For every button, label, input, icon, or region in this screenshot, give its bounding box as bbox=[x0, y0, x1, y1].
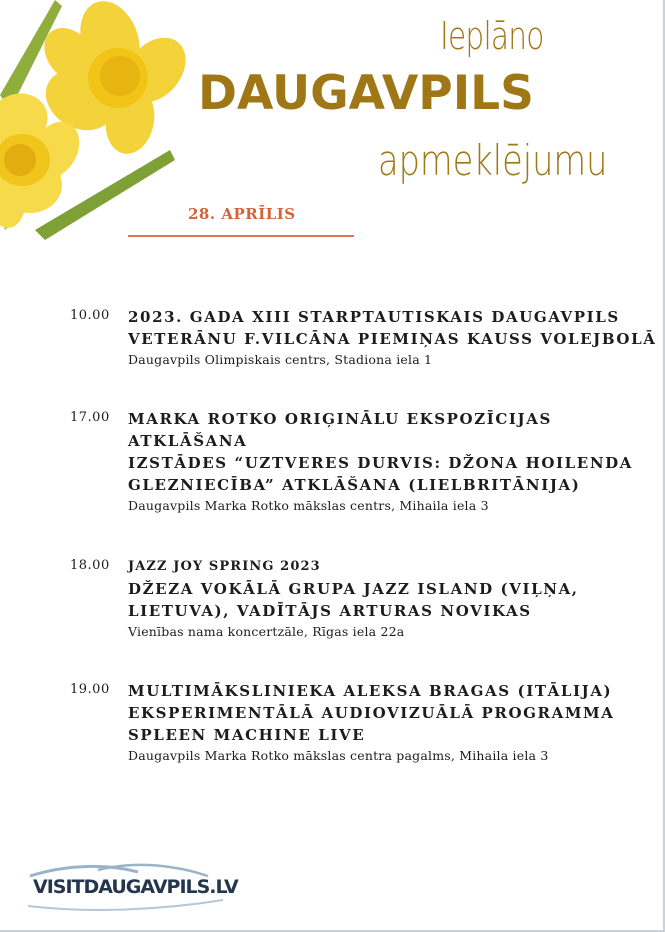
event-time: 18.00 bbox=[70, 558, 110, 573]
event-title-line: GLEZNIECĪBA” ATKLĀŠANA (LIELBRITĀNIJA) bbox=[128, 476, 581, 494]
header-line-1: Ieplāno bbox=[440, 14, 544, 58]
event-venue: Vienības nama koncertzāle, Rīgas iela 22a bbox=[128, 624, 405, 639]
event-venue: Daugavpils Marka Rotko mākslas centrs, Mihaila iela 3 bbox=[128, 498, 489, 513]
header-city-title: DAUGAVPILS bbox=[198, 66, 534, 121]
event-body bbox=[128, 556, 648, 642]
event-date: 28. APRĪLIS bbox=[188, 205, 296, 223]
event-title-line: MARKA ROTKO ORIĢINĀLU EKSPOZĪCIJAS bbox=[128, 410, 552, 428]
event-title-line: EKSPERIMENTĀLĀ AUDIOVIZUĀLĀ PROGRAMMA bbox=[128, 704, 615, 722]
event-title-line: DŽEZA VOKĀLĀ GRUPA JAZZ ISLAND (VIĻŅA, bbox=[128, 580, 579, 598]
event-title-line: MULTIMĀKSLINIEKA ALEKSA BRAGAS (ITĀLIJA) bbox=[128, 682, 613, 700]
event-title-line: IZSTĀDES “UZTVERES DURVIS: DŽONA HOILENDA bbox=[128, 454, 633, 472]
date-underline bbox=[128, 235, 354, 237]
event-venue: Daugavpils Marka Rotko mākslas centra pagalms, Mihaila iela 3 bbox=[128, 748, 549, 763]
event-body bbox=[128, 408, 648, 516]
event-body bbox=[128, 680, 648, 766]
event-subtitle: JAZZ JOY SPRING 2023 bbox=[128, 559, 321, 574]
event-title-line: LIETUVA), VADĪTĀJS ARTURAS NOVIKAS bbox=[128, 602, 532, 620]
daffodil-illustration bbox=[0, 0, 200, 240]
visitdaugavpils-logo-text[interactable]: VISITDAUGAVPILS.LV bbox=[33, 876, 238, 898]
event-title-line: SPLEEN MACHINE LIVE bbox=[128, 726, 366, 744]
event-title-line: ATKLĀŠANA bbox=[128, 432, 248, 450]
event-title-line: VETERĀNU F.VILCĀNA PIEMIŅAS KAUSS VOLEJBOLĀ bbox=[128, 330, 657, 348]
event-time: 10.00 bbox=[70, 308, 110, 323]
header-line-3: apmeklējumu bbox=[378, 136, 608, 185]
event-title-line: 2023. GADA XIII STARPTAUTISKAIS DAUGAVPILS bbox=[128, 308, 620, 326]
event-time: 17.00 bbox=[70, 410, 110, 425]
event-venue: Daugavpils Olimpiskais centrs, Stadiona iela 1 bbox=[128, 352, 433, 367]
event-body bbox=[128, 306, 657, 370]
event-time: 19.00 bbox=[70, 682, 110, 697]
